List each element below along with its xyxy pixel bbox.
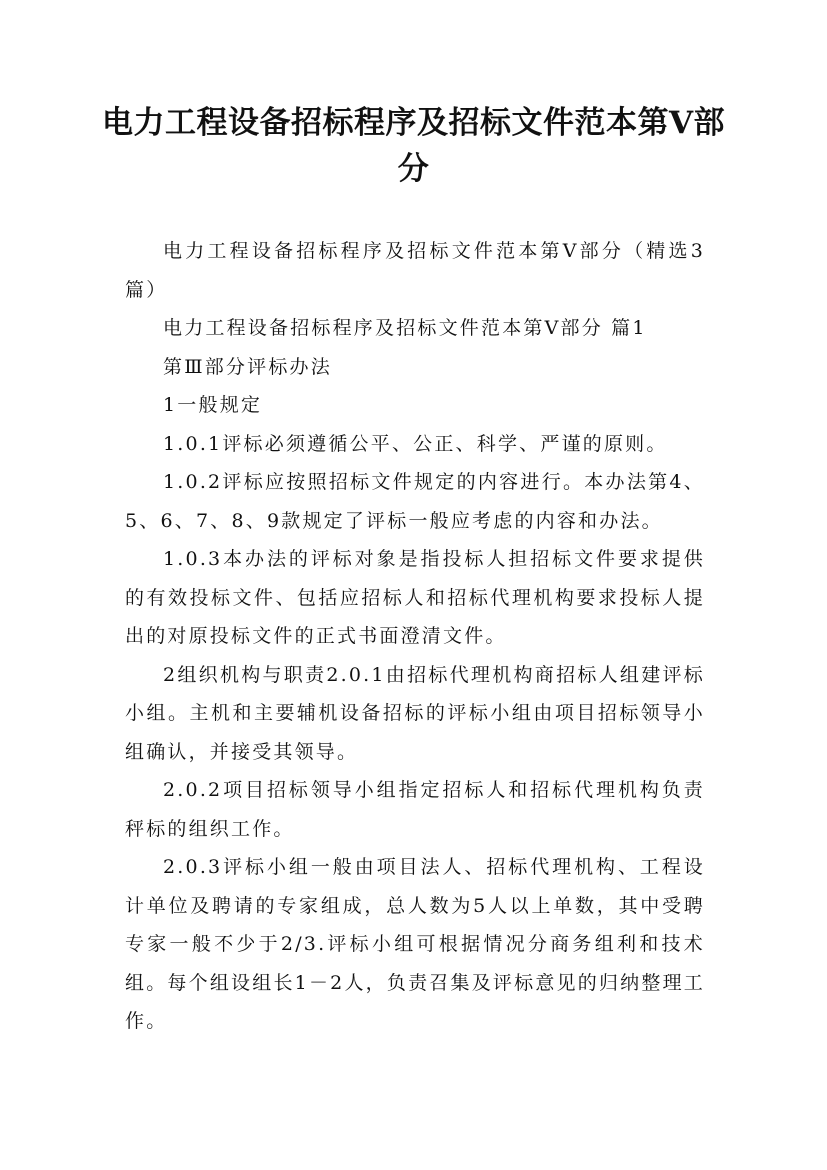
paragraph-section-1: 1一般规定 — [163, 394, 263, 416]
paragraph-1-0-1: 1.0.1评标必须遵循公平、公正、科学、严谨的原则。 — [163, 432, 668, 455]
paragraph-part-heading: 第Ⅲ部分评标办法 — [163, 355, 332, 378]
paragraph-1-0-2: 1.0.2评标应按照招标文件规定的内容进行。本办法第4、5、6、7、8、9款规定了评标一般应考虑的内容和办法。 — [125, 471, 705, 532]
paragraph-1-0-3: 1.0.3本办法的评标对象是指投标人担招标文件要求提供的有效投标文件、包括应招标人和招标代理机构要求投标人提出的对原投标文件的正式书面澄清文件。 — [125, 548, 705, 647]
document-body — [125, 232, 705, 1041]
paragraph-2-0-1: 2组织机构与职责2.0.1由招标代理机构商招标人组建评标小组。主机和主要辅机设备招标的评标小组由项目招标领导小组确认，并接受其领导。 — [125, 663, 705, 763]
paragraph-article-heading: 电力工程设备招标程序及招标文件范本第Ⅴ部分 篇1 — [163, 317, 647, 339]
paragraph-2-0-2: 2.0.2项目招标领导小组指定招标人和招标代理机构负责秤标的组织工作。 — [125, 779, 705, 840]
paragraph-intro: 电力工程设备招标程序及招标文件范本第Ⅴ部分（精选3篇） — [125, 240, 705, 301]
paragraph-2-0-3: 2.0.3评标小组一般由项目法人、招标代理机构、工程设计单位及聘请的专家组成，总人数为5人以上单数，其中受聘专家一般不少于2/3.评标小组可根据情况分商务组利和技术组。每个组设组长1－2人，负责召集及评标意见的归纳整理工作。 — [125, 856, 705, 1032]
document-title: 电力工程设备招标程序及招标文件范本第Ⅴ部分 — [101, 105, 726, 187]
